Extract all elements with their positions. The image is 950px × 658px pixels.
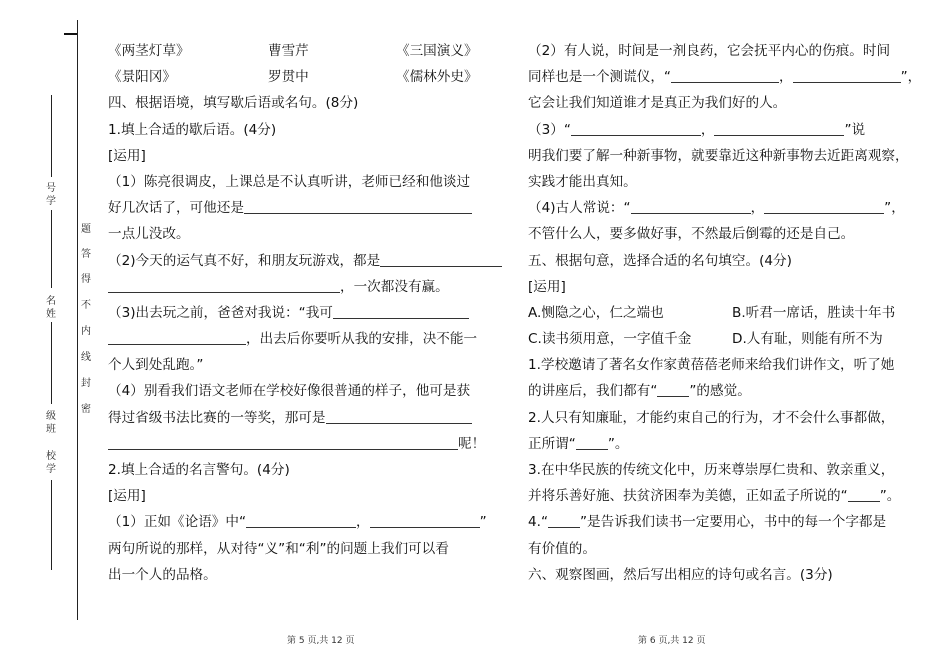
- s1-line-a: 1.学校邀请了著名女作家黄蓓蓓老师来给我们讲作文，听了她: [528, 357, 895, 374]
- answer-blank[interactable]: [631, 197, 751, 214]
- s1-line-b: 的讲座后，我们都有“ ”的感觉。: [528, 378, 916, 404]
- school-field: 校学: [46, 451, 56, 475]
- answer-blank[interactable]: [657, 380, 689, 397]
- q2-3-line-a: （3）“ ， ”说: [528, 117, 916, 143]
- class-field: 级班: [46, 411, 56, 435]
- student-id-field: 号学: [46, 183, 56, 207]
- answer-blank[interactable]: [108, 433, 458, 450]
- answer-blank[interactable]: [793, 66, 901, 83]
- q1-4-line-a: （4）别看我们语文老师在学校好像很普通的样子，他可是获: [108, 383, 471, 400]
- apply-tag: [运用]: [108, 488, 146, 505]
- s4-line-a: 4.“ ”是告诉我们读书一定要用心，书中的每一个字都是: [528, 509, 916, 535]
- q2-1-line-c: 出一个人的品格。: [108, 566, 217, 583]
- field-line-1: [51, 95, 52, 177]
- option-row: [528, 326, 916, 352]
- seal-char: 答: [81, 249, 91, 260]
- field-line-2: [51, 210, 52, 288]
- seal-char: 密: [81, 404, 91, 415]
- book-title: 《景阳冈》: [108, 69, 176, 86]
- answer-blank[interactable]: [714, 119, 844, 136]
- option-c: C.读书须用意，一字值千金: [528, 331, 692, 348]
- left-page: [108, 38, 496, 588]
- option-a: A.恻隐之心，仁之端也: [528, 304, 664, 321]
- book-title: 《两茎灯草》: [108, 43, 190, 59]
- section-6-title: 六、观察图画，然后写出相应的诗句或名言。(3分): [528, 566, 833, 583]
- right-page: [528, 38, 922, 588]
- q2-1-line-b: 两句所说的那样，从对待“义”和“利”的问题上我们可以看: [108, 540, 449, 557]
- question-1-title: 1.填上合适的歇后语。(4分): [108, 121, 277, 138]
- s3-line-a: 3.在中华民族的传统文化中，历来尊崇厚仁贵和、敦亲重义，: [528, 462, 895, 478]
- student-name-field: 名姓: [46, 296, 56, 320]
- s2-line-a: 2.人只有知廉耻，才能约束自己的行为，才不会什么事都做，: [528, 409, 895, 426]
- option-b: B.听君一席话，胜读十年书: [732, 304, 896, 321]
- answer-blank[interactable]: [848, 485, 880, 502]
- answer-blank[interactable]: [576, 433, 608, 450]
- binding-tick: [64, 33, 78, 35]
- field-line-4: [51, 480, 52, 570]
- q2-2-line-c: 它会让我们知道谁才是真正为我们好的人。: [528, 95, 787, 112]
- book-title: 《三国演义》: [396, 43, 478, 59]
- option-row: [528, 300, 916, 326]
- field-line-3: [51, 322, 52, 404]
- book-row: [108, 38, 496, 64]
- answer-blank[interactable]: [246, 511, 356, 528]
- q2-4-line-b: 不管什么人，要多做好事，不然最后倒霉的还是自己。: [528, 226, 855, 243]
- seal-line: [77, 20, 78, 620]
- book-row: [108, 64, 496, 90]
- s4-line-b: 有价值的。: [528, 540, 596, 557]
- page-number-right: 第 6 页,共 12 页: [638, 636, 706, 646]
- answer-blank[interactable]: [108, 328, 246, 345]
- q1-2-line-a: （2)今天的运气真不好，和朋友玩游戏，都是: [108, 248, 496, 274]
- q1-1-line-a: （1）陈亮很调皮，上课总是不认真听讲，老师已经和他谈过: [108, 173, 471, 190]
- answer-blank[interactable]: [548, 511, 580, 528]
- q2-2-line-a: （2）有人说，时间是一剂良药，它会抚平内心的伤痕。时间: [528, 43, 891, 59]
- option-d: D.人有耻，则能有所不为: [732, 331, 883, 348]
- q1-1-line-c: 一点儿没改。: [108, 226, 190, 243]
- seal-char: 线: [81, 352, 91, 363]
- seal-char: 题: [81, 224, 91, 235]
- q1-3-line-c: 个人到处乱跑。”: [108, 357, 204, 374]
- seal-char: 得: [81, 274, 91, 285]
- section-5-title: 五、根据句意，选择合适的名句填空。(4分): [528, 252, 792, 269]
- author-name: 罗贯中: [268, 69, 309, 86]
- answer-blank[interactable]: [370, 511, 480, 528]
- answer-blank[interactable]: [764, 197, 884, 214]
- q2-3-line-b: 明我们要了解一种新事物，就要靠近这种新事物去近距离观察，: [528, 147, 909, 164]
- q2-4-line-a: （4)古人常说：“ ， ”，: [528, 195, 916, 221]
- answer-blank[interactable]: [671, 66, 779, 83]
- q2-3-line-c: 实践才能出真知。: [528, 173, 637, 190]
- answer-blank[interactable]: [244, 197, 472, 214]
- author-name: 曹雪芹: [268, 43, 309, 59]
- seal-char: 封: [81, 378, 91, 389]
- q1-2-line-b: ，一次都没有赢。: [108, 274, 496, 300]
- seal-char: 内: [81, 326, 91, 337]
- q1-3-line-b: ，出去后你要听从我的安排，决不能一: [108, 326, 496, 352]
- q1-1-line-b: 好几次话了，可他还是: [108, 195, 496, 221]
- q2-1-line-a: （1）正如《论语》中“ ， ”: [108, 509, 496, 535]
- book-title: 《儒林外史》: [396, 69, 478, 86]
- q1-4-line-c: 呢！: [108, 431, 496, 457]
- section-4-title: 四、根据语境，填写歇后语或名句。(8分): [108, 95, 359, 112]
- answer-blank[interactable]: [326, 407, 472, 424]
- question-2-title: 2.填上合适的名言警句。(4分): [108, 462, 290, 478]
- s3-line-b: 并将乐善好施、扶贫济困奉为美德，正如孟子所说的“ ”。: [528, 483, 916, 509]
- apply-tag: [运用]: [108, 147, 146, 164]
- page-number-left: 第 5 页,共 12 页: [287, 636, 355, 646]
- q1-3-line-a: （3)出去玩之前，爸爸对我说：“我可: [108, 300, 496, 326]
- q2-2-line-b: 同样也是一个测谎仪，“ ， ”，: [528, 64, 916, 90]
- q1-4-line-b: 得过省级书法比赛的一等奖，那可是: [108, 405, 496, 431]
- s2-line-b: 正所谓“ ”。: [528, 431, 916, 457]
- apply-tag: [运用]: [528, 278, 566, 295]
- seal-char: 不: [81, 300, 91, 311]
- answer-blank[interactable]: [571, 119, 701, 136]
- answer-blank[interactable]: [333, 302, 469, 319]
- binding-margin: [0, 0, 100, 658]
- answer-blank[interactable]: [380, 250, 502, 267]
- answer-blank[interactable]: [108, 276, 340, 293]
